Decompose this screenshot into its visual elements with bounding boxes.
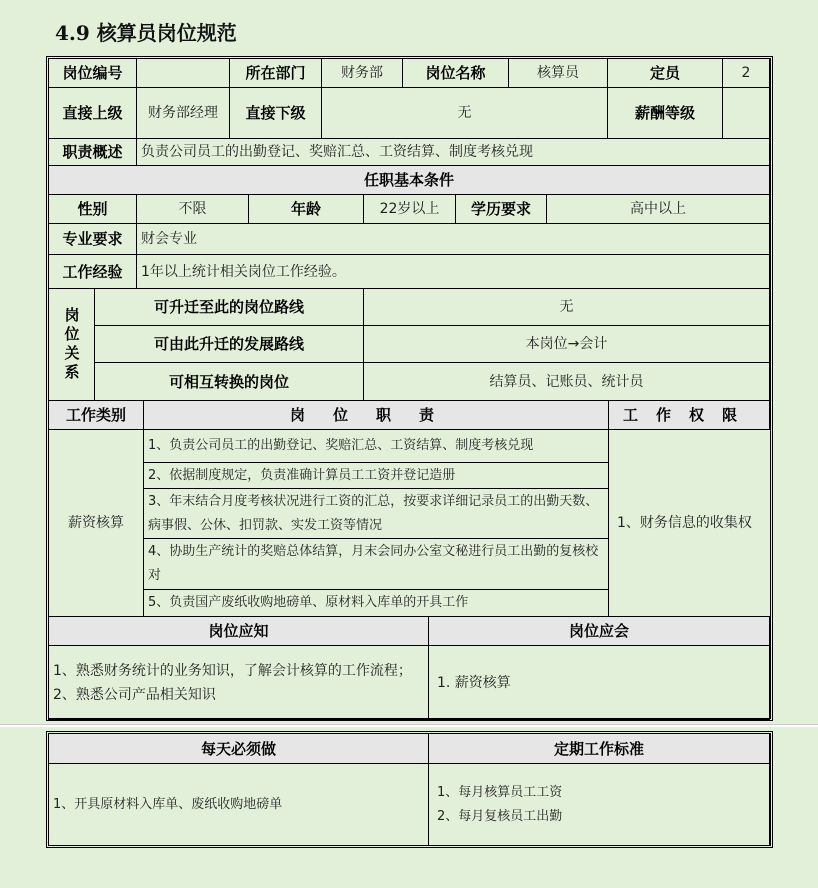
relation-value: 无: [363, 288, 770, 326]
know-header: 岗位应知: [48, 616, 429, 646]
major-label: 专业要求: [48, 223, 137, 255]
page-break: [0, 724, 818, 727]
gender-label: 性别: [48, 194, 137, 224]
code-value: [136, 58, 230, 88]
duty-item: 2、依据制度规定，负责准确计算员工工资并登记造册: [143, 462, 609, 489]
name-value: 核算员: [508, 58, 608, 88]
relation-label: 可升迁至此的岗位路线: [94, 288, 364, 326]
col-category: 工作类别: [48, 400, 144, 430]
duty-rights: 1、财务信息的收集权: [608, 429, 770, 617]
col-rights: 工作权限: [608, 400, 770, 430]
duty-item: 4、协助生产统计的奖赔总体结算，月末会同办公室文秘进行员工出勤的复核校对: [143, 538, 609, 590]
col-duties: 岗位职责: [143, 400, 609, 430]
daily-item: 1、开具原材料入库单、废纸收购地磅单: [48, 763, 429, 846]
code-label: 岗位编号: [48, 58, 137, 88]
daily-header: 每天必须做: [48, 733, 429, 764]
gender-value: 不限: [136, 194, 249, 224]
subordinate-label: 直接下级: [229, 87, 322, 139]
exp-value: 1年以上统计相关岗位工作经验。: [136, 254, 770, 289]
dept-value: 财务部: [321, 58, 403, 88]
name-label: 岗位名称: [402, 58, 509, 88]
salary-value: [722, 87, 770, 139]
age-value: 22岁以上: [363, 194, 456, 224]
periodic-item: 2、每月复核员工出勤: [437, 808, 563, 824]
duty-item: 3、年末结合月度考核状况进行工资的汇总，按要求详细记录员工的出勤天数、病事假、公休、扣罚款、实发工资等情况: [143, 488, 609, 539]
edu-value: 高中以上: [546, 194, 770, 224]
subordinate-value: 无: [321, 87, 608, 139]
duty-item: 5、负责国产废纸收购地磅单、原材料入库单的开具工作: [143, 589, 609, 617]
page-title: 4.9 核算员岗位规范: [55, 21, 237, 45]
summary-label: 职责概述: [48, 138, 137, 166]
age-label: 年龄: [248, 194, 364, 224]
summary-value: 负责公司员工的出勤登记、奖赔汇总、工资结算、制度考核兑现: [136, 138, 770, 166]
periodic-header: 定期工作标准: [428, 733, 770, 764]
quota-label: 定员: [607, 58, 723, 88]
duty-item: 1、负责公司员工的出勤登记、奖赔汇总、工资结算、制度考核兑现: [143, 429, 609, 463]
dept-label: 所在部门: [229, 58, 322, 88]
duty-category: 薪资核算: [48, 429, 144, 617]
edu-label: 学历要求: [455, 194, 547, 224]
periodic-content: [428, 763, 770, 846]
relation-label: 可相互转换的岗位: [94, 362, 364, 401]
skill-header: 岗位应会: [428, 616, 770, 646]
relation-label: 可由此升迁的发展路线: [94, 325, 364, 363]
conditions-header: 任职基本条件: [48, 165, 770, 195]
know-content: [48, 645, 429, 720]
periodic-item: 1、每月核算员工工资: [437, 784, 563, 800]
relation-value: 本岗位→会计: [363, 325, 770, 363]
superior-value: 财务部经理: [136, 87, 230, 139]
relations-label: 岗位关系: [48, 288, 95, 401]
exp-label: 工作经验: [48, 254, 137, 289]
know-item: 2、熟悉公司产品相关知识: [53, 686, 216, 703]
major-value: 财会专业: [136, 223, 770, 255]
skill-content: 1. 薪资核算: [428, 645, 770, 720]
know-item: 1、熟悉财务统计的业务知识，了解会计核算的工作流程；: [53, 662, 412, 679]
relation-value: 结算员、记账员、统计员: [363, 362, 770, 401]
superior-label: 直接上级: [48, 87, 137, 139]
salary-label: 薪酬等级: [607, 87, 723, 139]
quota-value: 2: [722, 58, 770, 88]
